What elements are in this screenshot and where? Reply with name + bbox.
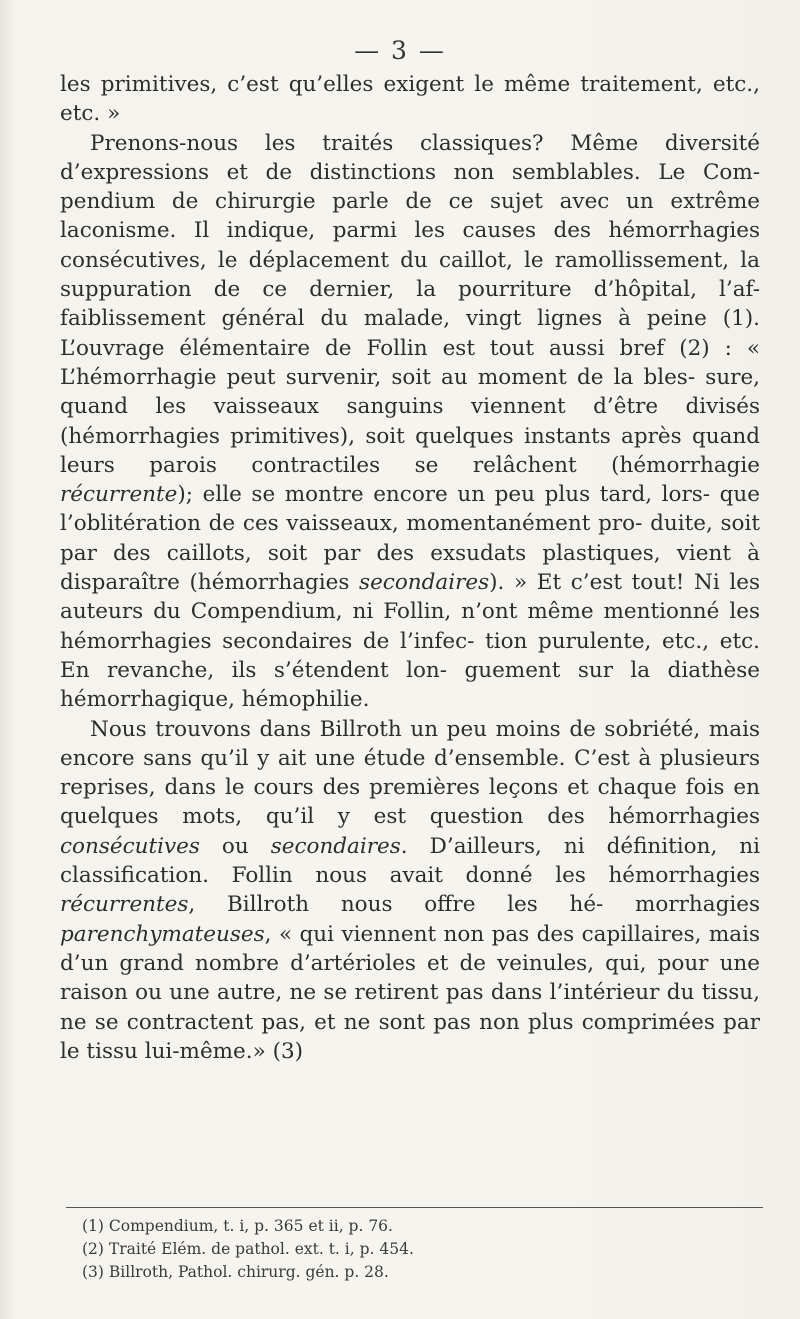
text-line: ); elle se montre encore un peu plus tard, lors- [177, 482, 711, 508]
italic-term: consécutives [60, 833, 200, 859]
paragraph [60, 715, 760, 1067]
footnotes [82, 1215, 762, 1284]
footnote: (2) Traité Elém. de pathol. ext. t. i, p. 454. [82, 1240, 414, 1258]
text-line: chaque fois en quelques mots, qu’il y est question des [60, 775, 760, 830]
text-line: ou [199, 833, 271, 859]
text-line: ). » Et c’est [489, 570, 623, 596]
italic-term: secondaires [359, 570, 490, 596]
text-line: hémorrhagies [608, 804, 760, 830]
text-line: morrhagies [635, 892, 760, 918]
italic-term: récurrente [60, 482, 178, 508]
text-line: plusieurs reprises, dans le cours des premières leçons et [60, 745, 760, 801]
paragraph [60, 129, 760, 715]
text-line: Nous trouvons dans Billroth un peu moins de sobriété, [90, 716, 701, 742]
text-line: « L’hémorrhagie peut survenir, soit au moment de la bles- [60, 335, 760, 390]
text-line: hémorrhagies [608, 863, 760, 889]
text-line: . D’ailleurs, ni [400, 833, 585, 859]
page-number: — 3 — [354, 36, 446, 65]
text-line: mais encore sans qu’il y ait une étude d’ensemble. C’est à [60, 716, 760, 771]
text-line: laconisme. Il indique, parmi les causes des hémorrhagies [60, 218, 760, 244]
body-text [60, 70, 760, 1066]
text-line: Prenons-nous les traités classiques? Même diversité [90, 130, 760, 156]
text-line: consécutives, le déplacement du caillot, le ramollissement, [60, 247, 730, 273]
text-line: pendium de chirurgie parle de ce sujet avec un extrême [60, 189, 760, 215]
italic-term: parenchymateuses [60, 921, 265, 947]
text-line: quand leurs parois contractiles se relâchent (hémorrhagie [60, 423, 760, 478]
italic-term: récurrentes [60, 892, 189, 918]
text-line: L’ouvrage élémentaire de Follin est tout aussi bref (2) : [60, 335, 732, 361]
text-line: la suppuration de ce dernier, la pourriture d’hôpital, l’af- [60, 247, 760, 303]
footnote: (3) Billroth, Pathol. chirurg. gén. p. 28. [82, 1263, 389, 1281]
text-line: tion purulente, etc., etc. En revanche, ils s’étendent lon- [60, 628, 760, 683]
text-line: (hémorrhagies primitives), soit quelques instants après [60, 423, 682, 449]
text-line: sure, quand les vaisseaux sanguins viennent d’être divisés [60, 364, 760, 420]
text-line: les primitives, c’est qu’elles exigent le même traitement, [60, 72, 703, 97]
text-line: , Billroth nous offre les hé- [188, 892, 604, 918]
text-line: vient à disparaître (hémorrhagies [60, 540, 760, 596]
text-line: que l’oblitération de ces vaisseaux, momentanément pro- [60, 482, 760, 537]
paragraph [60, 70, 760, 129]
text-line: faiblissement général du malade, vingt lignes à peine (1). [60, 306, 760, 332]
text-line: veinules, qui, pour une raison ou une autre, ne se retirent [60, 950, 761, 1006]
text-line: tout! Ni les auteurs du Compendium, ni Follin, n’ont [60, 570, 760, 625]
text-line: duite, soit par des caillots, soit par des exsudats plastiques, [60, 511, 761, 566]
text-line: définition, ni classification. Follin nous avait donné les [60, 833, 761, 889]
footnote-divider [66, 1207, 763, 1208]
text-line: capillaires, mais d’un grand nombre d’artérioles et de [60, 921, 760, 976]
text-line: sont pas non plus comprimées par le tissu lui-même.» (3) [60, 1009, 760, 1064]
italic-term: secondaires [270, 833, 401, 859]
text-line: etc., etc. » [60, 72, 760, 127]
text-line: d’expressions et de distinctions non semblables. Le Com- [60, 159, 760, 185]
text-line: , « qui viennent non pas des [264, 921, 575, 947]
text-line: guement sur la diathèse hémorrhagique, hémophilie. [60, 657, 760, 713]
text-line: même mentionné les hémorrhagies secondaires de l’infec- [60, 599, 760, 654]
text-line: pas dans l’intérieur du tissu, ne se contractent pas, et ne [60, 980, 760, 1035]
footnote: (1) Compendium, t. i, p. 365 et ii, p. 76. [82, 1217, 393, 1235]
